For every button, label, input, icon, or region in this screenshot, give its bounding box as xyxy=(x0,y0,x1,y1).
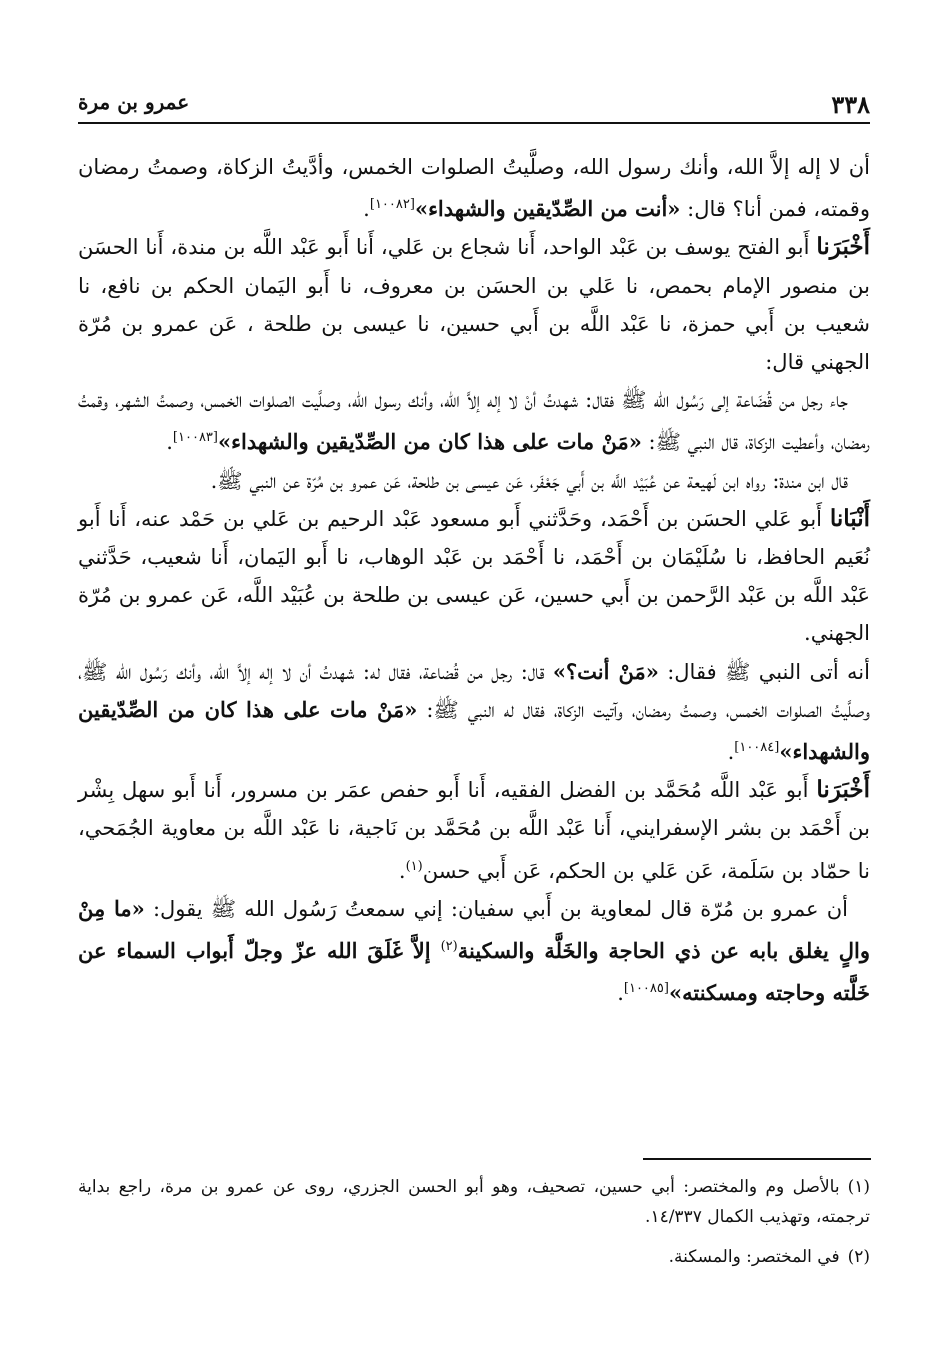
paragraph-text: أن لا إله إلاَّ الله، وأنك رسول الله، وصلَّيتُ الصلوات الخمس، وأدَّيتُ الزكاة، وصمتُ رمضان وقمته، فمن أنا؟ قال: xyxy=(78,155,870,222)
hadith-quote: «مَنْ مات على هذا كان من الصِّدّيقين والشهداء» xyxy=(78,696,870,765)
paragraph-text: جاء رجل من قُضَاعة إلى رَسُول الله ﷺ فقال: شهدتُ أنْ لا إله إلاَّ الله، وأنك رسول الله، وصلَّيت الصلوات الخمس، وصمتُ الشهر، وقمتُ رمضان، وأعطيت الزكاة، قال النبي ﷺ: xyxy=(78,388,870,455)
hadith-quote: «مَنْ مات على هذا كان من الصِّدّيقين والشهداء» xyxy=(218,429,642,455)
page-number: ٣٣٨ xyxy=(831,90,870,119)
period: . xyxy=(727,740,735,765)
period: . xyxy=(166,430,173,455)
paragraph-5 xyxy=(78,500,870,653)
period: . xyxy=(617,981,624,1006)
footnote-marker: (٢) xyxy=(440,939,458,955)
paragraph-2 xyxy=(78,228,870,381)
footnote-marker: (١) xyxy=(405,858,423,874)
hadith-quote: «ما مِنْ والٍ يغلق بابه عن ذي الحاجة والخَلَّة والسكينة xyxy=(78,895,870,964)
hadith-ref: [١٠٠٨٥] xyxy=(623,981,669,997)
paragraph-text: قال: رجل من قُضاعة، فقال له: شهدتُ أن لا إله إلاَّ الله، وأنك رَسُول الله ﷺ، وصلَّيتُ الصلوات الخمس، وصمتُ رمضان، وآتيت الزكاة، فقال له النبي ﷺ: xyxy=(78,659,870,722)
hadith-ref: [١٠٠٨٢] xyxy=(369,197,415,213)
footnote-text: في المختصر: والمسكنة. xyxy=(668,1247,840,1267)
page-header xyxy=(78,88,870,124)
paragraph-text: أنه أتى النبي ﷺ فقال: xyxy=(658,659,870,684)
paragraph-text: أن عمرو بن مُرّة قال لمعاوية بن أَبي سفيان: إني سمعتُ رَسُول الله ﷺ يقول: xyxy=(144,896,848,921)
footnote-number: (٢) xyxy=(847,1247,870,1267)
hadith-ref: [١٠٠٨٤] xyxy=(734,740,780,756)
paragraph-3 xyxy=(78,381,870,461)
paragraph-8 xyxy=(78,890,870,1013)
period: . xyxy=(363,197,370,222)
footnote-number: (١) xyxy=(847,1177,870,1197)
footnote-item xyxy=(78,1172,870,1232)
running-title: عمرو بن مرة xyxy=(78,90,190,114)
hadith-quote: «أنت من الصِّدّيقين والشهداء» xyxy=(414,196,681,222)
footnote-text: بالأصل وم والمختصر: أبي حسين، تصحيف، وهو أبو الحسن الجزري، روى عن عمرو بن مرة، راجع بداية ترجمته، وتهذيب الكمال ١٤/٣٣٧. xyxy=(78,1177,870,1227)
paragraph-text: أَبو عَلي الحسَن بن أَحْمَد، وحَدَّثني أَبو مسعود عَبْد الرحيم بن عَلي بن حَمْد عنه، أَنا أَبو نُعَيم الحافظ، نا سُلَيْمَان بن أَحْمَد، نا أَحْمَد بن عَبْد الوهاب، نا أَبو اليَمان، أَنا شعيب، حَدَّثني عَبْد اللَّه بن عَبْد الرَّحمن بن أَبي حسين، عَن عيسى بن طلحة بن عُبَيْد اللَّه، عَن عمرو بن مُرّة الجهني. xyxy=(78,506,870,646)
footnote-item xyxy=(78,1242,870,1272)
hadith-quote: «مَنْ أنت؟» xyxy=(552,658,659,684)
paragraph-text: أَبو عَبْد اللَّه مُحَمَّد بن الفضل الفقيه، أَنا أَبو حفص عمَر بن مسرور، أَنا أَبو سهل بِشْر بن أَحْمَد بن بشر الإسفرايني، أَنا عَبْد اللَّه بن مُحَمَّد بن نَاجية، نا عَبْد اللَّه بن معاوية الجُمَحي، نا حمّاد بن سَلَمة، عَن عَلي بن الحكم، عَن أَبي حسن xyxy=(78,778,870,883)
hadith-ref: [١٠٠٨٣] xyxy=(172,430,218,446)
isnad-lead: أَخْبَرَنا xyxy=(816,776,870,804)
footnotes xyxy=(78,1172,870,1282)
main-text xyxy=(78,148,870,1012)
paragraph-text: أَبو الفتح يوسف بن عَبْد الواحد، أَنا شجاع بن عَلي، أَنا أَبو عَبْد اللَّه بن مندة، أَنا الحسَن بن منصور الإمام بحمص، نا عَلي بن الحسَن بن معروف، نا أَبو اليَمان الحكم بن نافع، نا شعيب بن أَبي حمزة، نا عَبْد اللَّه بن أَبي حسين، نا عيسى بن طلحة ، عَن عمرو بن مُرّة الجهني قال: xyxy=(78,235,870,375)
paragraph-text: قال ابن مندة: رواه ابن لَهيعة عن عُبَيْد اللَّه بن أَبي جَعْفَر، عَن عيسى بن طلحة، عَن عمرو بن مُرّة عن النبي ﷺ. xyxy=(210,468,848,493)
paragraph-1 xyxy=(78,148,870,228)
period: . xyxy=(398,858,406,883)
footnote-divider xyxy=(643,1158,871,1160)
isnad-lead: أَنْبَانا xyxy=(829,504,870,532)
paragraph-4 xyxy=(78,462,870,500)
isnad-lead: أَخْبَرَنا xyxy=(816,233,870,261)
paragraph-7 xyxy=(78,771,870,890)
paragraph-6 xyxy=(78,653,870,772)
hadith-quote: إلاَّ غَلَقَ الله عزّ وجلّ أَبواب السماء عن خَلَّته وحاجته ومسكنته» xyxy=(78,938,870,1006)
